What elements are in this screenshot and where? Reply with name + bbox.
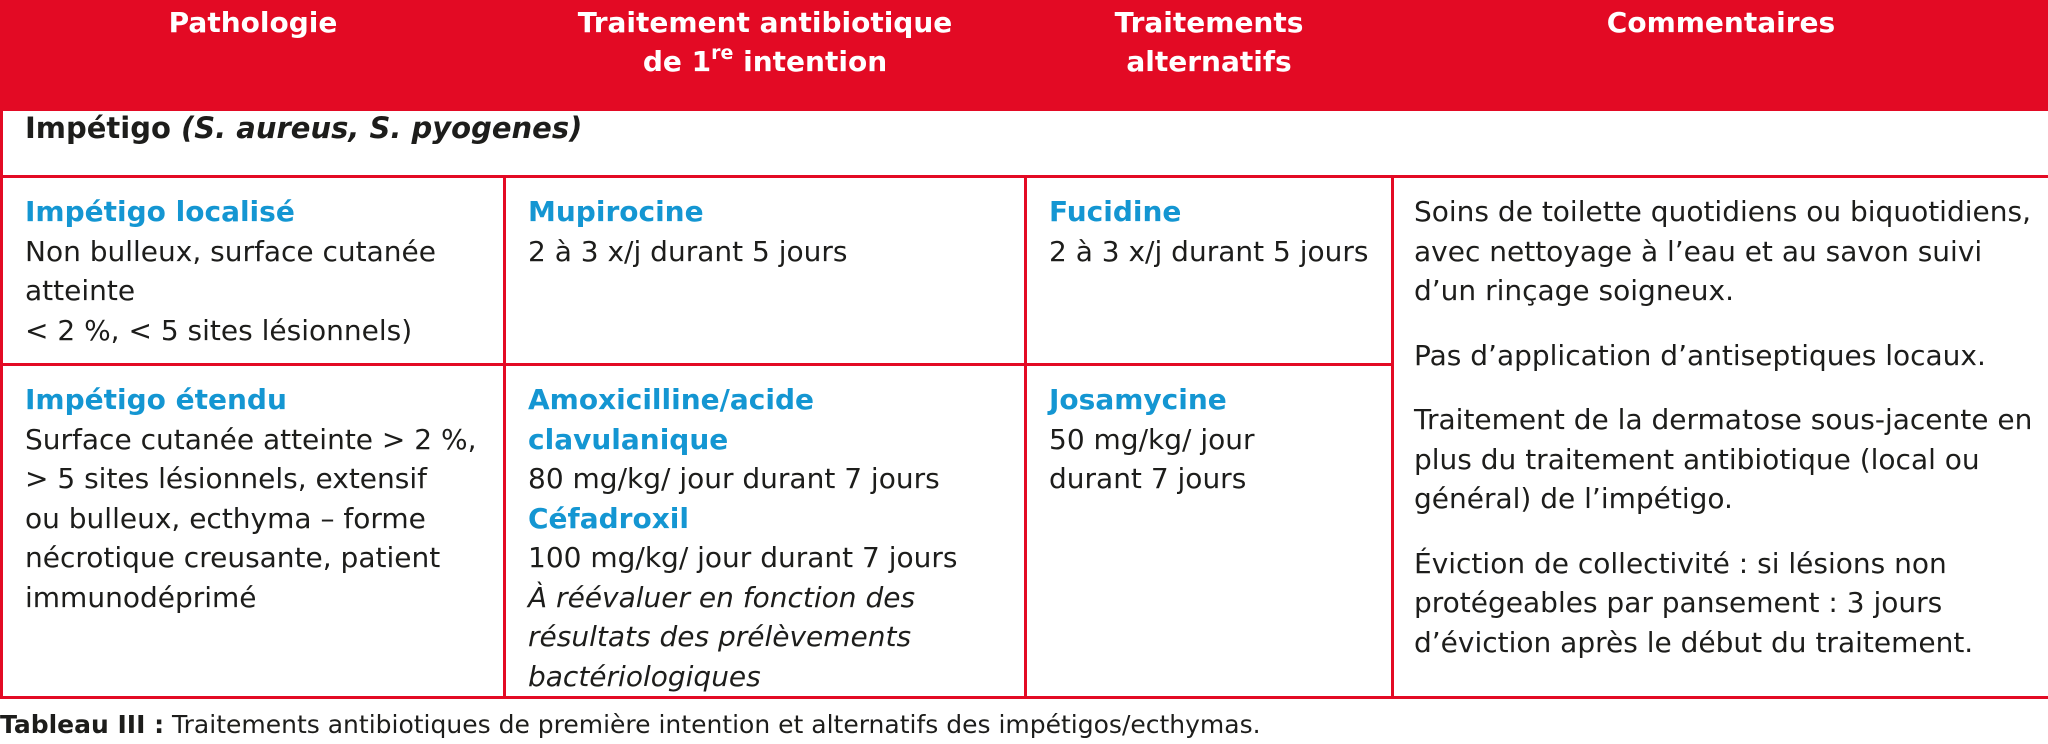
header-row	[2, 2, 2048, 110]
alternative-cell: Josamycine 50 mg/kg/ jour durant 7 jours	[1026, 365, 1393, 698]
header-alternative-treatments: Traitements alternatifs	[1026, 2, 1393, 110]
comments-cell: Soins de toilette quotidiens ou biquotidiens, avec nettoyage à l’eau et au savon suivi d’un rinçage soigneux. Pas d’application d’antiseptiques locaux. Traitement de la dermatose sous-jacente en plus du traitement antibiotique (local ou général) de l’impétigo. Éviction de collectivité : si lésions non protégeables par pansement : 3 jours d’éviction après le début du traitement.	[1393, 177, 2048, 698]
table-caption: Tableau III : Traitements antibiotiques de première intention et alternatifs des impétigos/ecthymas.	[0, 710, 1261, 739]
pathology-cell: Impétigo localisé Non bulleux, surface cutanée atteinte < 2 %, < 5 sites lésionnels)	[2, 177, 505, 365]
section-title: Impétigo (S. aureus, S. pyogenes)	[2, 110, 2048, 177]
alternative-cell: Fucidine 2 à 3 x/j durant 5 jours	[1026, 177, 1393, 365]
header-first-line-treatment: Traitement antibiotique de 1re intention	[505, 2, 1026, 110]
pathology-cell: Impétigo étendu Surface cutanée atteinte > 2 %, > 5 sites lésionnels, extensif ou bulleux, ecthyma – forme nécrotique creusante, patient immunodéprimé	[2, 365, 505, 698]
first-line-cell: Amoxicilline/acide clavulanique 80 mg/kg/ jour durant 7 jours Céfadroxil 100 mg/kg/ jour durant 7 jours À réévaluer en fonction des résultats des prélèvements bactériologiques	[505, 365, 1026, 698]
header-pathologie: Pathologie	[2, 2, 505, 110]
first-line-cell: Mupirocine 2 à 3 x/j durant 5 jours	[505, 177, 1026, 365]
header-comments: Commentaires	[1393, 2, 2048, 110]
section-row	[2, 110, 2048, 177]
table-row	[2, 177, 2048, 365]
